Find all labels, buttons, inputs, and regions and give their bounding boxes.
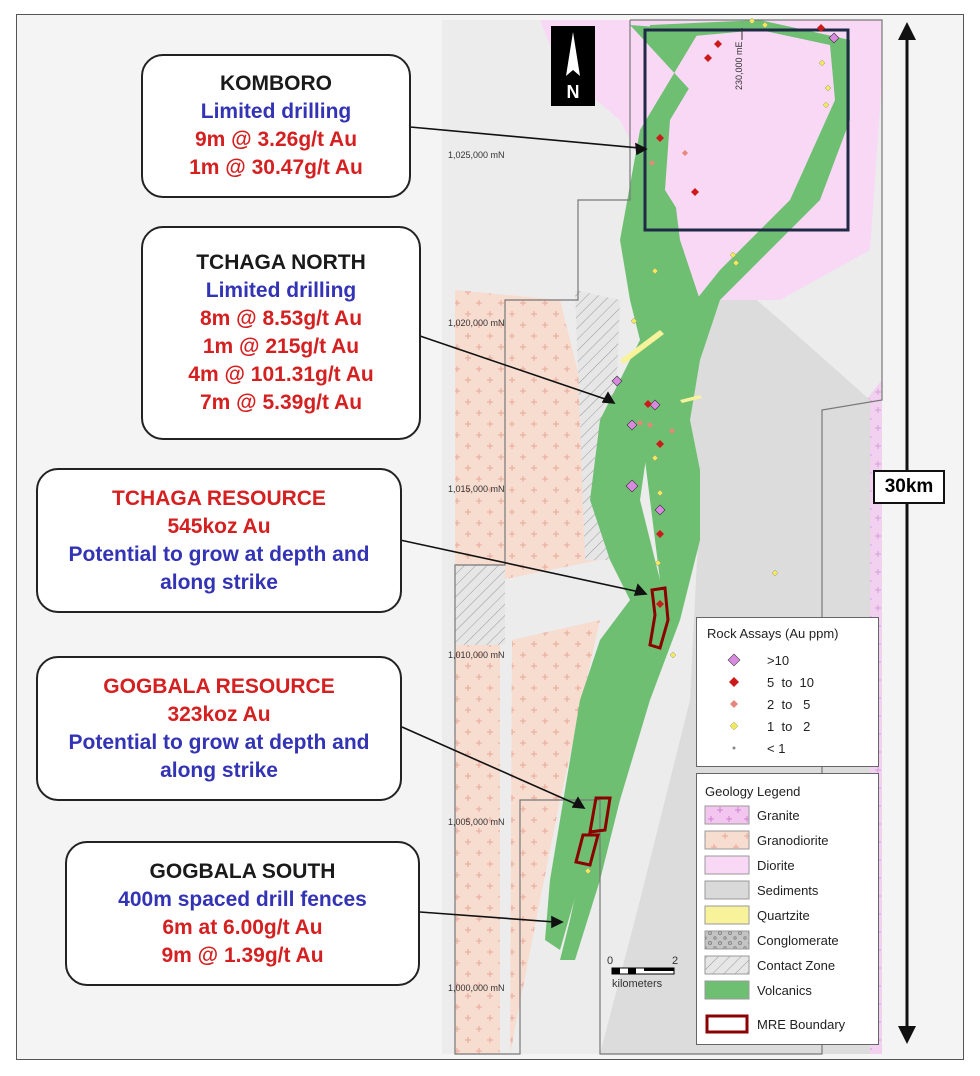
legend-row [697,694,810,714]
legend-label: Conglomerate [757,932,839,948]
legend-label: Volcanics [757,982,812,998]
legend-row [697,716,810,736]
legend-label: Sediments [757,882,819,898]
legend-row [697,650,789,670]
legend-label: Diorite [757,857,795,873]
legend-label: Quartzite [757,907,810,923]
legend-row [697,955,835,975]
legend-label: MRE Boundary [757,1016,846,1032]
legend-row [697,1014,845,1034]
contact-zone-west [455,565,505,645]
northing-label: 1,005,000 mN [448,817,505,827]
dot-icon [697,738,757,758]
legend-label: Granite [757,807,800,823]
callout-note: Potential to grow at depth and [68,542,370,566]
easting-label: 230,000 mE [734,41,744,90]
callout-tchaga-resource [36,468,402,613]
geology-legend [696,773,879,1045]
callout-subtitle: Limited drilling [205,279,357,302]
scale-start: 0 [607,955,614,967]
callout-title: KOMBORO [220,72,332,95]
callout-intercept: 1m @ 215g/t Au [202,335,360,358]
callout-intercept: 9m @ 1.39g/t Au [161,943,324,967]
northing-label: 1,020,000 mN [448,318,505,328]
scale-end: 2 [672,955,679,967]
callout-amount: 545koz Au [167,514,271,538]
northing-label: 1,025,000 mN [448,150,505,160]
legend-row [697,805,800,825]
callout-intercept: 7m @ 5.39g/t Au [199,391,363,414]
legend-row [697,738,785,758]
callout-amount: 323koz Au [167,702,271,726]
legend-label: >10 [767,652,790,668]
scale-length-label: 30km [873,470,945,504]
diamond-small-icon [697,694,757,714]
callout-intercept: 8m @ 8.53g/t Au [199,307,363,330]
legend-label: Granodiorite [757,832,829,848]
contact-zone-swatch-icon [697,955,757,975]
rock-assays-legend [696,617,879,767]
callout-title: GOGBALA RESOURCE [103,674,335,698]
legend-row [697,855,795,875]
callout-tchaga-north [141,226,421,440]
diorite-swatch-icon [697,855,757,875]
callout-intercept: 9m @ 3.26g/t Au [194,128,358,151]
legend-row [697,830,829,850]
km-scale-bar [612,968,674,974]
callout-subtitle: 400m spaced drill fences [118,887,367,911]
northing-label: 1,000,000 mN [448,983,505,993]
legend-row [697,930,839,950]
diamond-small-icon [697,716,757,736]
callout-title: TCHAGA RESOURCE [112,486,326,510]
northing-label: 1,010,000 mN [448,650,505,660]
legend-label: Contact Zone [757,957,836,973]
northing-label: 1,015,000 mN [448,484,505,494]
granite-swatch-icon [697,805,757,825]
legend-label: 2 to 5 [767,696,811,712]
callout-intercept: 4m @ 101.31g/t Au [188,363,374,386]
callout-note: along strike [160,570,278,594]
callout-note: Potential to grow at depth and [68,730,370,754]
legend-row [697,905,810,925]
callout-note: along strike [160,758,278,782]
callout-gogbala-south [65,841,420,986]
legend-label: 1 to 2 [767,718,811,734]
volcanics-swatch-icon [697,980,757,1000]
legend-title: Geology Legend [705,784,801,799]
quartzite-swatch-icon [697,905,757,925]
callout-title: GOGBALA SOUTH [149,859,336,883]
legend-label: < 1 [767,740,786,756]
vertical-scale-bar [898,22,916,1044]
legend-title: Rock Assays (Au ppm) [707,626,839,641]
legend-label: 5 to 10 [767,674,814,690]
legend-row [697,672,814,692]
callout-subtitle: Limited drilling [200,100,352,123]
north-label: N [566,82,580,102]
callout-gogbala-resource [36,656,402,801]
mre-boundary-swatch-icon [697,1014,757,1034]
legend-row [697,880,818,900]
callout-komboro [141,54,411,198]
diamond-large-icon [697,650,757,670]
callout-intercept: 1m @ 30.47g/t Au [189,156,363,179]
diamond-icon [697,672,757,692]
conglomerate-swatch-icon [697,930,757,950]
granodiorite-swatch-icon [697,830,757,850]
sediments-swatch-icon [697,880,757,900]
callout-intercept: 6m at 6.00g/t Au [162,915,323,939]
callout-title: TCHAGA NORTH [196,251,366,274]
legend-row [697,980,812,1000]
scale-unit: kilometers [612,978,663,990]
